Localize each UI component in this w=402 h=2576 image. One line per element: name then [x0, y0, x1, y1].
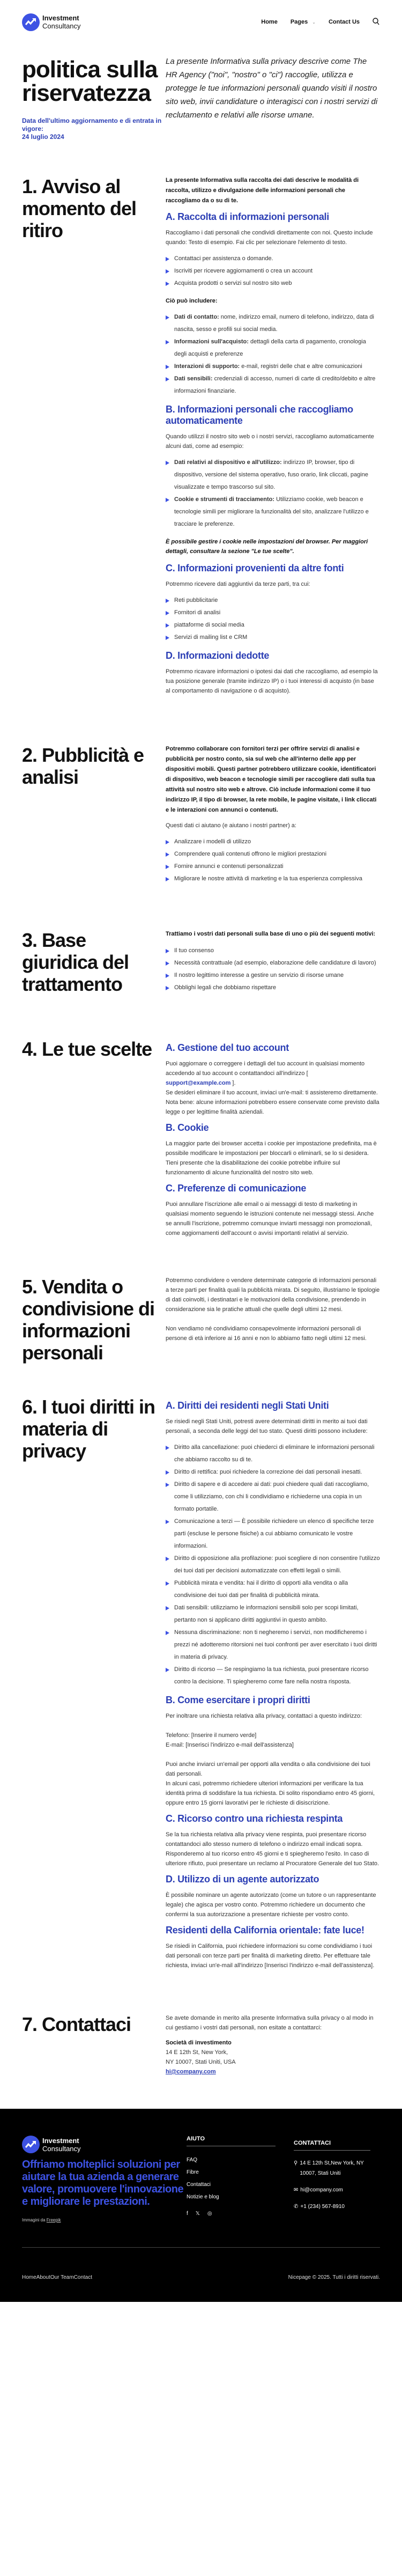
list-item: Iscriviti per ricevere aggiornamenti o crea un account [166, 265, 380, 277]
subsection-title: B. Cookie [166, 1122, 209, 1133]
subsection-title: Residenti della California orientale: fate luce! [166, 1925, 364, 1935]
footer-email[interactable]: ✉ hi@company.com [294, 2185, 380, 2195]
paragraph: Se avete domande in merito alla presente Informativa sulla privacy o al modo in cui gestiamo i vostri dati personali, non esitate a contattarci: [166, 2015, 374, 2031]
list-item: Diritto di rettifica: puoi richiedere la correzione dei dati personali inesatti. [166, 1466, 380, 1478]
image-credits: Immagini da Freepik [22, 2218, 61, 2222]
list-item: Comunicazione a terzi — È possibile richiedere un elenco di specifiche terze parti (escluse le persone fisiche) a cui abbiamo comunicato le vostre informazioni. [166, 1515, 380, 1552]
chevron-down-icon: ⌄ [312, 19, 316, 25]
footer-link-fibre[interactable]: Fibre [187, 2169, 199, 2175]
intro-text: La presente Informativa sulla privacy descrive come The HR Agency ("noi", "nostro" o "ci") raccoglie, utilizza e protegge le tue informazioni personali quando visiti il nostro sito web, invii candidature o interagisci con i nostri servizi di reclutamento e relativi alle risorse umane. [166, 57, 378, 120]
list-item: Pubblicità mirata e vendita: hai il diritto di opporti alla vendita o alla condivisione dei tuoi dati per finalità di pubblicità mirata. [166, 1577, 380, 1602]
list-item: Fornitori di analisi [166, 607, 380, 619]
section-title: 5. Vendita o condivisione di informazioni personali [22, 1276, 155, 1364]
contact-email-link[interactable]: hi@company.com [166, 2069, 216, 2075]
section-title: 2. Pubblicità e analisi [22, 744, 144, 788]
phone-icon: ✆ [294, 2204, 299, 2210]
list-item: Il tuo consenso [166, 945, 380, 957]
paragraph: Se risiedi in California, puoi richiedere informazioni su come condividiamo i tuoi dati personali con terze parti per finalità di marketing diretto. Per effettuare tale richiesta, inviaci un'e-mail all'indirizzo [Inserisci l'indirizzo e-mail dell'assistenza]. [166, 1943, 375, 1969]
list-item: Dati relativi al dispositivo e all'utilizzo: indirizzo IP, browser, tipo di dispositivo, versione del sistema operativo, fuso orario, link cliccati, pagine visualizzate e tempo trascorso sul sito. [166, 457, 380, 494]
x-twitter-icon[interactable]: 𝕏 [195, 2211, 200, 2217]
list-item: Dati sensibili: credenziali di accesso, numeri di carte di credito/debito e altre informazioni finanziarie. [166, 373, 380, 398]
paragraph: Quando utilizzi il nostro sito web o i nostri servizi, raccogliamo automaticamente alcuni dati, come ad esempio: [166, 433, 374, 450]
logo-line1: Investment [42, 14, 79, 22]
section-lead: La presente Informativa sulla raccolta dei dati descrive le modalità di raccolta, utilizzo e divulgazione delle informazioni personali che raccogliamo da o su di te. [166, 177, 359, 204]
list-item: Diritto di ricorso — Se respingiamo la tua richiesta, puoi presentare ricorso contro la decisione. Ti spiegheremo come fare nella nostra risposta. [166, 1664, 380, 1688]
instagram-icon[interactable]: ◎ [207, 2211, 212, 2217]
section-privacy-rights [0, 1364, 402, 1976]
nav-pages-label: Pages [290, 19, 308, 25]
email-placeholder: E-mail: [Inserisci l'indirizzo e-mail dell'assistenza] [166, 1742, 294, 1748]
nav-home[interactable]: Home [261, 19, 278, 25]
list-item: Diritto alla cancellazione: puoi chiederci di eliminare le informazioni personali che abbiamo raccolto su di te. [166, 1441, 380, 1466]
bullet-list [166, 836, 380, 885]
paragraph: Nota bene: alcune informazioni potrebbero essere conservate come previsto dalla legge o per legittime finalità aziendali. [166, 1099, 379, 1115]
list-item: Reti pubblicitarie [166, 594, 380, 607]
logo-line2: Consultancy [42, 2144, 81, 2153]
list-item: Migliorare le nostre attività di marketing e la tua esperienza complessiva [166, 873, 380, 885]
logo-line2: Consultancy [42, 22, 81, 30]
list-item: Obblighi legali che dobbiamo rispettare [166, 982, 380, 994]
section-sale-sharing [0, 1243, 402, 1364]
paragraph: È possibile nominare un agente autorizzato (come un tutore o un rappresentante legale) che agisca per vostro conto. Potremmo richiedere un documento che confermi la sua autorizzazione a presentare richieste per vostro conto. [166, 1892, 376, 1918]
trend-up-icon [22, 2136, 40, 2153]
bullet-list [166, 311, 380, 398]
facebook-icon[interactable]: f [187, 2211, 188, 2217]
list-item: Dati sensibili: utilizziamo le informazioni sensibili solo per scopi limitati, pertanto non si applicano diritti aggiuntivi in questo ambito. [166, 1602, 380, 1626]
bottom-link-home[interactable]: Home [22, 2275, 36, 2280]
section-title: 7. Contattaci [22, 2013, 131, 2035]
paragraph: Potremmo condividere o vendere determinate categorie di informazioni personali a terze parti per finalità quali la pubblicità mirata. Di seguito, illustriamo le tipologie di dati coinvolti, i destinatari e le motivazioni della condivisione, prendendo in considerazione sia le pratiche attuali che quelle degli ultimi 12 mesi. [166, 1277, 380, 1313]
subsection-title: C. Informazioni provenienti da altre fonti [166, 563, 344, 573]
help-heading: AIUTO [187, 2136, 276, 2146]
contact-heading: CONTATTACI [294, 2140, 370, 2151]
subsection-title: B. Informazioni personali che raccogliamo automaticamente [166, 404, 353, 426]
section-notice [0, 173, 402, 701]
bullet-list [166, 945, 380, 994]
subsection-title: D. Utilizzo di un agente autorizzato [166, 1874, 319, 1885]
list-item: Nessuna discriminazione: non ti negheremo i servizi, non modificheremo i prezzi né adotteremo ritorsioni nei tuoi confronti per aver esercitato i tuoi diritti in materia di privacy. [166, 1626, 380, 1664]
paragraph: Non vendiamo né condividiamo consapevolmente informazioni personali di persone di età inferiore ai 16 anni e non lo abbiamo fatto negli ultimi 12 mesi. [166, 1326, 367, 1342]
footer-link-faq[interactable]: FAQ [187, 2157, 198, 2163]
paragraph: In alcuni casi, potremmo richiedere ulteriori informazioni per verificare la tua identità prima di soddisfare la tua richiesta. Di solito rispondiamo entro 45 giorni, oppure entro 15 giorni lavorativi per le richieste di disiscrizione. [166, 1780, 375, 1806]
footer-divider [22, 2247, 380, 2248]
footer-address: ⚲ 14 E 12th St,New York, NY 10007, Stati Uniti [294, 2158, 380, 2178]
list-item: Necessità contrattuale (ad esempio, elaborazione delle candidature di lavoro) [166, 957, 380, 969]
section-contact [0, 1976, 402, 2077]
site-header [0, 0, 402, 44]
bottom-link-team[interactable]: Our Team [50, 2275, 74, 2280]
footer-link-contact[interactable]: Contattaci [187, 2182, 211, 2188]
date-value: 24 luglio 2024 [22, 133, 64, 141]
cookie-note: È possibile gestire i cookie nelle impostazioni del browser. Per maggiori dettagli, consultare la sezione "Le tue scelte". [166, 539, 368, 555]
nav-pages[interactable] [291, 19, 316, 25]
freepik-link[interactable]: Freepik [46, 2218, 61, 2222]
company-name: Società di investimento [166, 2040, 232, 2046]
footer-link-blog[interactable]: Notizie e blog [187, 2194, 219, 2200]
list-item: Dati di contatto: nome, indirizzo email, numero di telefono, indirizzo, data di nascita, sesso e profili sui social media. [166, 311, 380, 336]
subsection-title: B. Come esercitare i propri diritti [166, 1695, 310, 1705]
page-title: politica sulla riservatezza [22, 56, 158, 106]
date-label: Data dell'ultimo aggiornamento e di entrata in vigore: [22, 117, 162, 133]
paragraph: Se la tua richiesta relativa alla privacy viene respinta, puoi presentare ricorso contattandoci allo stesso numero di telefono o indirizzo email indicati sopra. Risponderemo al tuo ricorso entro 45 giorni e ti spiegheremo l'esito. In caso di ulteriore rifiuto, puoi presentare un reclamo al Procuratore Generale del tuo Stato. [166, 1831, 379, 1867]
main-nav [261, 18, 379, 27]
phone-placeholder: Telefono: [Inserire il numero verde] [166, 1732, 257, 1739]
paragraph: Se risiedi negli Stati Uniti, potresti avere determinati diritti in merito ai tuoi dati personali, a seconda delle leggi del tuo stato. Questi diritti possono includere: [166, 1418, 368, 1434]
bullet-list [166, 1441, 380, 1688]
subsection-title: D. Informazioni dedotte [166, 650, 270, 661]
list-item: piattaforme di social media [166, 619, 380, 631]
paragraph: Puoi anche inviarci un'email per opporti alla vendita o alla condivisione dei tuoi dati personali. [166, 1761, 370, 1777]
address-line2: NY 10007, Stati Uniti, USA [166, 2059, 236, 2065]
list-intro: Ciò può includere: [166, 298, 218, 304]
bottom-link-about[interactable]: About [36, 2275, 50, 2280]
list-item: Fornire annunci e contenuti personalizzati [166, 860, 380, 873]
list-item: Diritto di opposizione alla profilazione: puoi scegliere di non consentire l'utilizzo dei tuoi dati per decisioni automatizzate con effetti legali o simili. [166, 1552, 380, 1577]
list-item: Diritto di sapere e di accedere ai dati: puoi chiedere quali dati raccogliamo, come li utilizziamo, con chi li condividiamo e richiederne una copia in un formato portatile. [166, 1478, 380, 1515]
subsection-title: A. Diritti dei residenti negli Stati Uniti [166, 1400, 329, 1411]
section-title: 6. I tuoi diritti in materia di privacy [22, 1396, 155, 1462]
list-item: Interazioni di supporto: e-mail, registri delle chat e altre comunicazioni [166, 360, 380, 373]
section-lead: Potremmo collaborare con fornitori terzi per offrire servizi di analisi e pubblicità per nostro conto, sia sul web che all'interno delle app per dispositivi mobili. Questi partner potrebbero utilizzare cookie, identificatori di dispositivo, web beacon e tecnologie simili per raccogliere dati sulla tua attività sul nostro sito web e altrove. Ciò include informazioni come il tuo indirizzo IP, il tipo di browser, la rete mobile, le pagine visitate, i link cliccati e le interazioni con annunci o contenuti. [166, 746, 377, 813]
section-lead: Trattiamo i vostri dati personali sulla base di uno o più dei seguenti motivi: [166, 931, 376, 937]
effective-date [22, 117, 166, 141]
paragraph: Raccogliamo i dati personali che condividi direttamente con noi. Questo include quando: Testo di esempio. Fai clic per selezionare l'elemento di testo. [166, 230, 373, 246]
paragraph: La maggior parte dei browser accetta i cookie per impostazione predefinita, ma è possibile modificare le impostazioni per bloccarli o eliminarli, se lo si desidera. Tieni presente che la disabilitazione dei cookie potrebbe influire sul funzionamento di alcune funzionalità del nostro sito web. [166, 1140, 377, 1176]
bullet-list [166, 594, 380, 644]
section-title: 4. Le tue scelte [22, 1038, 152, 1060]
logo-line1: Investment [42, 2136, 79, 2145]
subsection-title: A. Raccolta di informazioni personali [166, 211, 329, 222]
search-icon[interactable] [373, 18, 379, 27]
section-legal-basis [0, 892, 402, 1000]
map-pin-icon: ⚲ [294, 2160, 298, 2166]
section-advertising [0, 701, 402, 892]
section-title: 3. Base giuridica del trattamento [22, 929, 129, 995]
footer-phone[interactable]: ✆ +1 (234) 567-8910 [294, 2202, 380, 2212]
bottom-link-contact[interactable]: Contact [73, 2275, 93, 2280]
subsection-title: C. Preferenze di comunicazione [166, 1183, 307, 1194]
trend-up-icon [22, 13, 40, 31]
list-item: Il nostro legittimo interesse a gestire un servizio di risorse umane [166, 969, 380, 982]
paragraph: Per inoltrare una richiesta relativa alla privacy, contattaci a questo indirizzo: [166, 1713, 362, 1719]
footer-tagline: Offriamo molteplici soluzioni per aiutare la tua azienda a generare valore, promuovere l'innovazione e migliorare le prestazioni. [22, 2159, 184, 2207]
paragraph: Se desideri eliminare il tuo account, inviaci un'e-mail: ti assisteremo direttamente. [166, 1090, 378, 1096]
list-item: Contattaci per assistenza o domande. [166, 253, 380, 265]
site-footer [0, 2109, 402, 2302]
list-item: Acquista prodotti o servizi sul nostro sito web [166, 277, 380, 290]
bullet-list [166, 457, 380, 531]
address-line1: 14 E 12th St, New York, [166, 2049, 228, 2056]
paragraph: Potremmo ricavare informazioni o ipotesi dai dati che raccogliamo, ad esempio la tua posizione generale (tramite indirizzo IP) o i tuoi interessi di acquisto (in base al comportamento di navigazione o di acquisto). [166, 668, 378, 694]
bullet-list [166, 253, 380, 290]
social-links [187, 2211, 294, 2217]
hero-section [0, 44, 402, 173]
logo[interactable] [22, 13, 81, 31]
footer-logo[interactable] [22, 2136, 187, 2153]
list-item: Analizzare i modelli di utilizzo [166, 836, 380, 848]
subsection-title: A. Gestione del tuo account [166, 1042, 289, 1053]
paragraph: Puoi annullare l'iscrizione alle email o ai messaggi di testo di marketing in qualsiasi momento seguendo le istruzioni contenute nei messaggi stessi. Anche se annulli l'iscrizione, potremmo comunque inviarti messaggi non promozionali, come aggiornamenti dell'account o avvisi importanti relativi al servizio. [166, 1201, 374, 1237]
list-item: Informazioni sull'acquisto: dettagli della carta di pagamento, cronologia degli acquisti e preferenze [166, 336, 380, 360]
paragraph: Potremmo ricevere dati aggiuntivi da terze parti, tra cui: [166, 581, 310, 587]
paragraph: Questi dati ci aiutano (e aiutano i nostri partner) a: [166, 822, 296, 829]
paragraph: Puoi aggiornare o correggere i dettagli del tuo account in qualsiasi momento accedendo al tuo account o contattandoci all'indirizzo [ support@example.com ]. [166, 1061, 365, 1086]
list-item: Cookie e strumenti di tracciamento: Utilizziamo cookie, web beacon e tecnologie simili per migliorare la funzionalità del sito, analizzare l'utilizzo e tracciare le preferenze. [166, 494, 380, 531]
list-item: Servizi di mailing list e CRM [166, 631, 380, 644]
subsection-title: C. Ricorso contro una richiesta respinta [166, 1813, 343, 1824]
copyright: Nicepage © 2025. Tutti i diritti riservati. [288, 2275, 380, 2280]
footer-bottom-nav [22, 2275, 92, 2280]
support-email-link[interactable]: support@example.com [166, 1080, 231, 1086]
list-item: Comprendere quali contenuti offrono le migliori prestazioni [166, 848, 380, 860]
nav-contact[interactable]: Contact Us [328, 19, 360, 25]
section-title: 1. Avviso al momento del ritiro [22, 175, 137, 241]
mail-icon: ✉ [294, 2187, 299, 2193]
section-choices [0, 1000, 402, 1243]
